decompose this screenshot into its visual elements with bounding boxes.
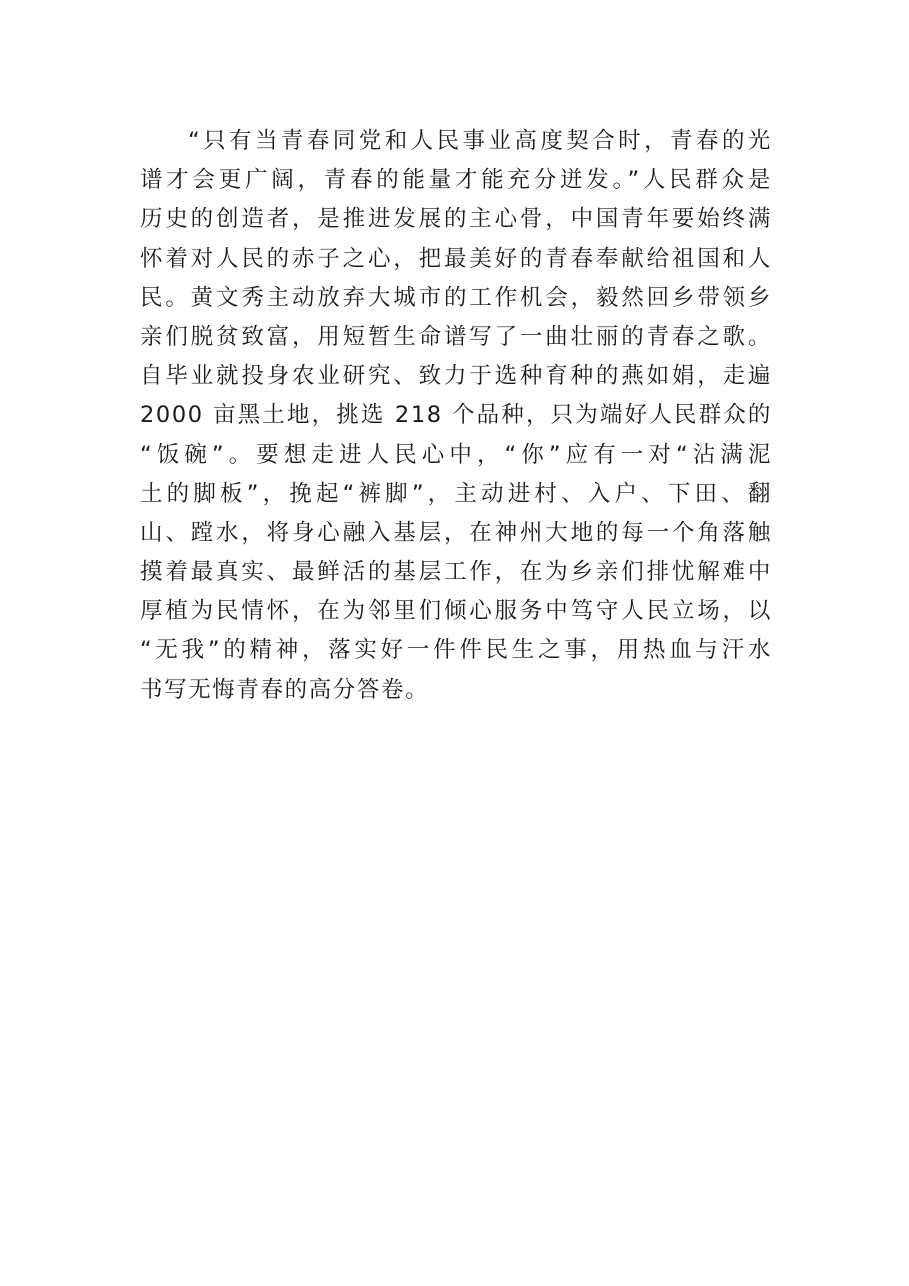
body-paragraph: [140, 122, 772, 710]
paragraph-line: 自毕业就投身农业研究、致力于选种育种的燕如娟，走遍: [140, 363, 772, 390]
paragraph-line: 亲们脱贫致富，用短暂生命谱写了一曲壮丽的青春之歌。: [140, 323, 772, 350]
paragraph-line: 历史的创造者，是推进发展的主心骨，中国青年要始终满: [140, 206, 772, 233]
paragraph-line: 书写无悔青春的高分答卷。: [140, 676, 430, 703]
paragraph-line: 摸着最真实、最鲜活的基层工作，在为乡亲们排忧解难中: [140, 559, 772, 586]
paragraph-line: “无我”的精神，落实好一件件民生之事，用热血与汗水: [140, 637, 772, 664]
paragraph-line: 土的脚板”，挽起“裤脚”，主动进村、入户、下田、翻: [140, 480, 772, 507]
paragraph-line: “只有当青春同党和人民事业高度契合时，青春的光: [188, 128, 772, 154]
paragraph-line: 民。黄文秀主动放弃大城市的工作机会，毅然回乡带领乡: [140, 284, 772, 311]
paragraph-line: 怀着对人民的赤子之心，把最美好的青春奉献给祖国和人: [140, 245, 772, 272]
paragraph-line: 谱才会更广阔，青春的能量才能充分迸发。”人民群众是: [140, 167, 772, 194]
paragraph-line: 2000 亩黑土地，挑选 218 个品种，只为端好人民群众的: [140, 402, 772, 429]
paragraph-line: 山、蹚水，将身心融入基层，在神州大地的每一个角落触: [140, 519, 772, 546]
paragraph-line: “饭碗”。要想走进人民心中，“你”应有一对“沾满泥: [140, 441, 772, 468]
paragraph-line: 厚植为民情怀，在为邻里们倾心服务中笃守人民立场，以: [140, 598, 772, 625]
